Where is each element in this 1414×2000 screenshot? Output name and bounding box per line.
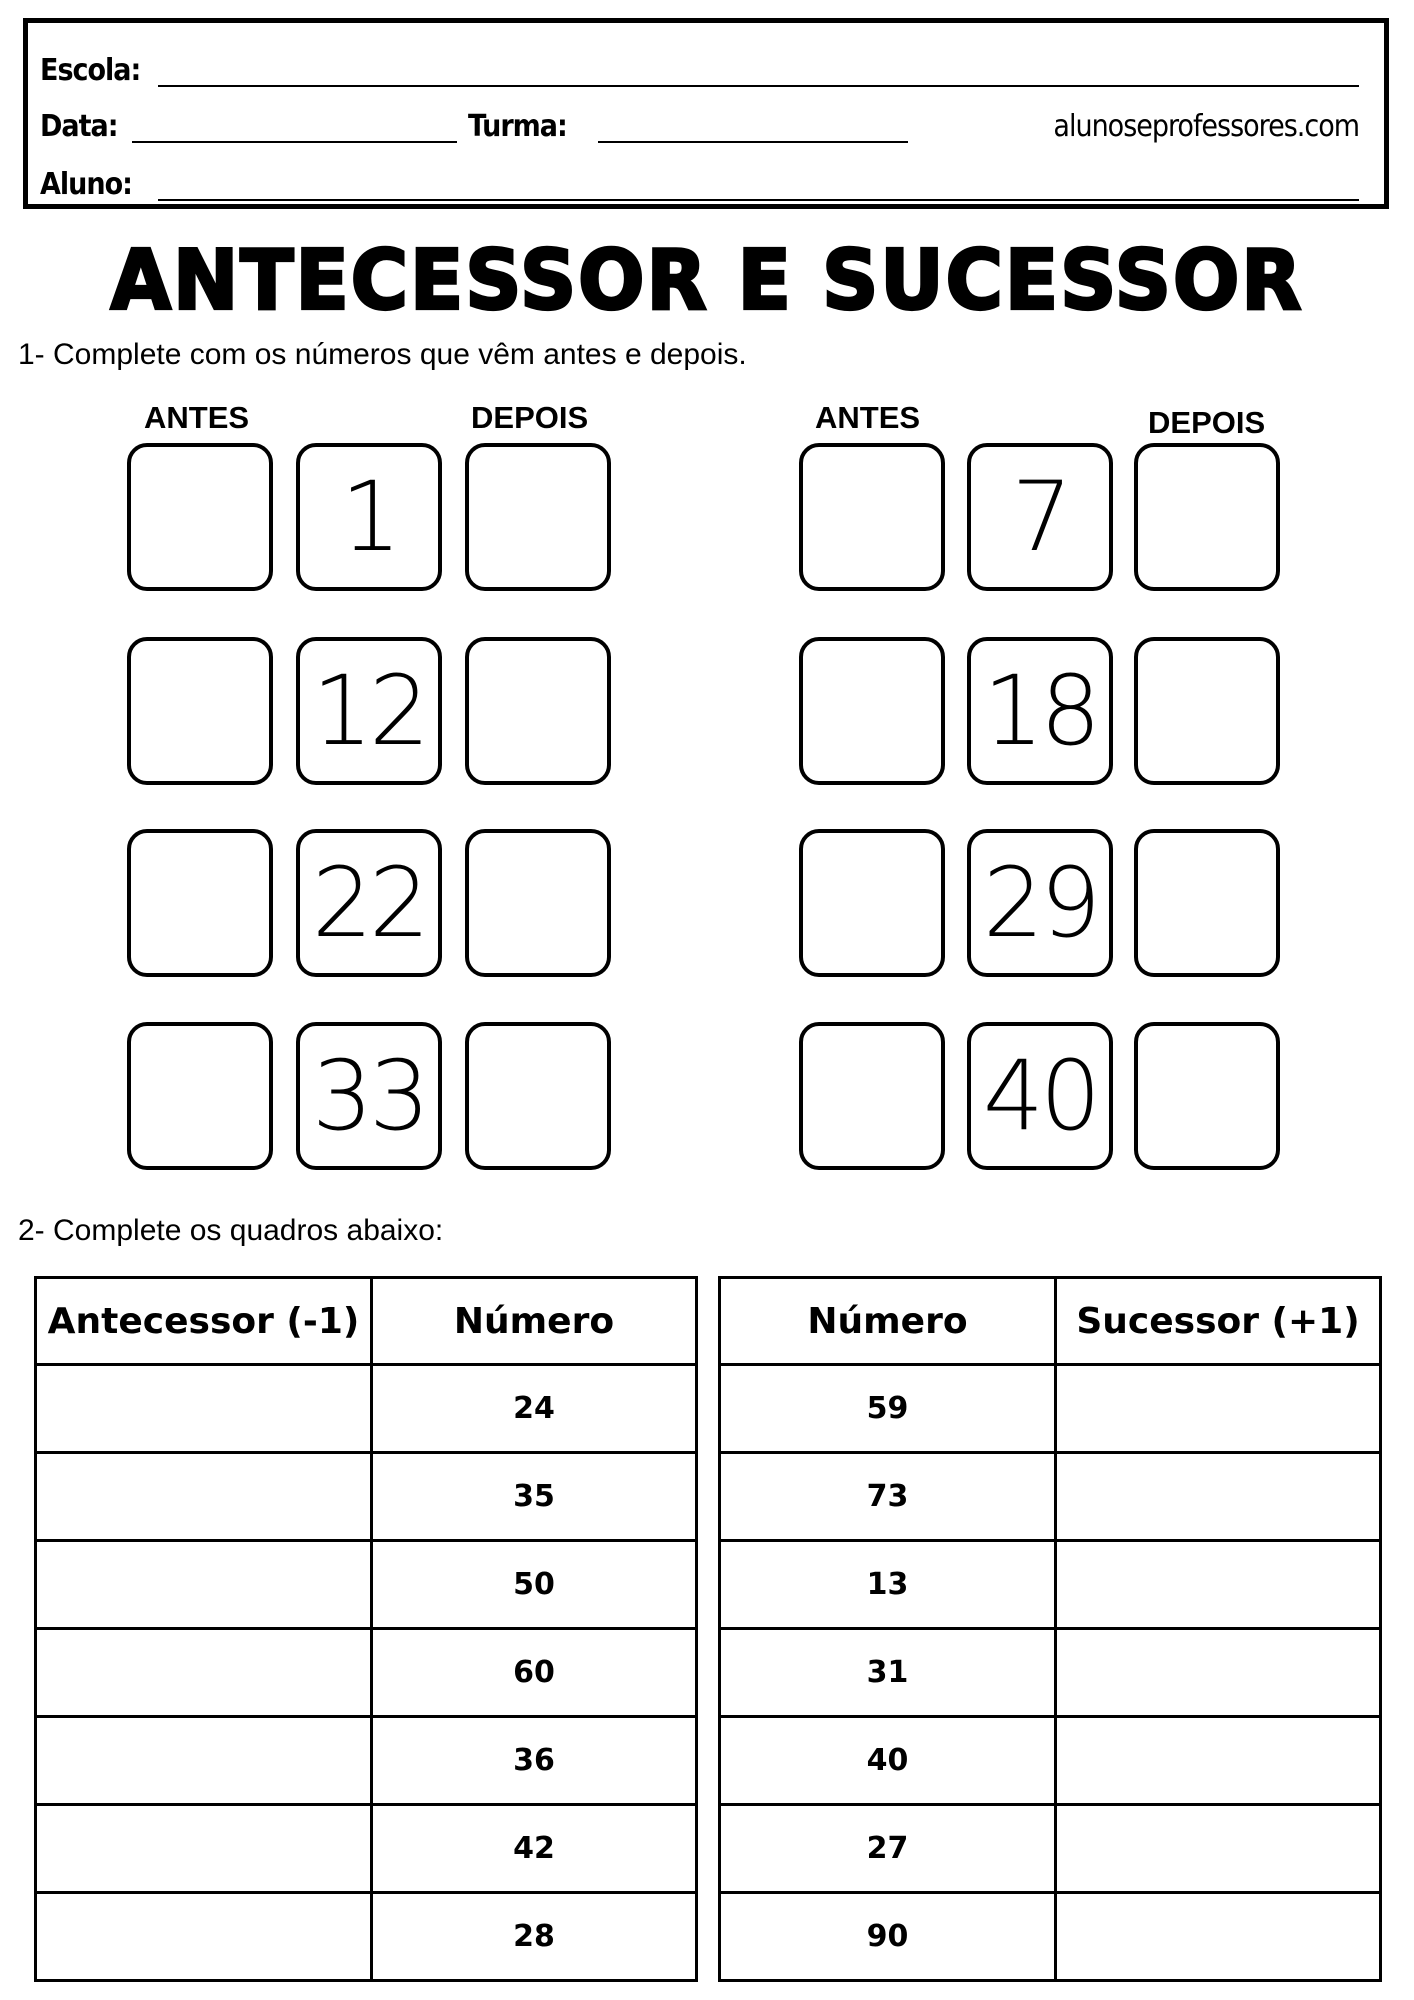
date-field[interactable] [132,141,457,143]
after-answer-box[interactable] [1134,637,1280,785]
given-number-box: 18 [967,637,1113,785]
number-cell: 50 [372,1541,697,1629]
before-answer-box[interactable] [799,443,945,591]
before-label-right: ANTES [815,400,921,435]
predecessor-table [34,1276,698,1982]
number-cell: 24 [372,1365,697,1453]
number-cell: 13 [720,1541,1056,1629]
given-number-box: 1 [296,443,442,591]
answer-cell[interactable] [1056,1893,1381,1981]
table-row [36,1453,697,1541]
after-answer-box[interactable] [465,829,611,977]
successor-table [718,1276,1382,1982]
number-cell: 31 [720,1629,1056,1717]
table-row [36,1717,697,1805]
date-label: Data: [40,109,118,144]
exercise2-instruction: 2- Complete os quadros abaixo: [18,1214,444,1247]
student-field[interactable] [158,199,1359,201]
number-cell: 40 [720,1717,1056,1805]
table-row [36,1893,697,1981]
website-text: alunoseprofessores.com [1053,109,1359,144]
answer-cell[interactable] [36,1805,372,1893]
table-row [36,1629,697,1717]
table-row [720,1893,1381,1981]
after-answer-box[interactable] [465,443,611,591]
number-cell: 60 [372,1629,697,1717]
answer-cell[interactable] [1056,1629,1381,1717]
table-row [36,1541,697,1629]
before-answer-box[interactable] [127,637,273,785]
column-header: Número [372,1278,697,1365]
class-field[interactable] [598,141,908,143]
before-answer-box[interactable] [799,829,945,977]
number-cell: 27 [720,1805,1056,1893]
number-cell: 59 [720,1365,1056,1453]
given-number-box: 40 [967,1022,1113,1170]
column-header: Sucessor (+1) [1056,1278,1381,1365]
given-number-box: 12 [296,637,442,785]
student-label: Aluno: [40,167,132,202]
answer-cell[interactable] [36,1629,372,1717]
after-answer-box[interactable] [1134,829,1280,977]
page-title: ANTECESSOR E SUCESSOR [110,233,1304,329]
answer-cell[interactable] [36,1365,372,1453]
before-answer-box[interactable] [127,829,273,977]
after-answer-box[interactable] [1134,443,1280,591]
number-cell: 36 [372,1717,697,1805]
after-label-left: DEPOIS [471,400,589,435]
header-box [23,18,1389,209]
answer-cell[interactable] [1056,1453,1381,1541]
table-row [720,1717,1381,1805]
table-row [720,1541,1381,1629]
after-label-right: DEPOIS [1148,405,1266,440]
after-answer-box[interactable] [465,1022,611,1170]
table-row [720,1805,1381,1893]
answer-cell[interactable] [36,1541,372,1629]
column-header: Antecessor (-1) [36,1278,372,1365]
column-header: Número [720,1278,1056,1365]
school-field[interactable] [158,85,1359,87]
school-label: Escola: [40,53,141,88]
exercise1-instruction: 1- Complete com os números que vêm antes e depois. [18,338,747,371]
answer-cell[interactable] [1056,1805,1381,1893]
answer-cell[interactable] [36,1453,372,1541]
number-cell: 73 [720,1453,1056,1541]
table-row [720,1365,1381,1453]
number-cell: 90 [720,1893,1056,1981]
before-label-left: ANTES [144,400,250,435]
given-number-box: 29 [967,829,1113,977]
number-cell: 35 [372,1453,697,1541]
answer-cell[interactable] [1056,1365,1381,1453]
before-answer-box[interactable] [127,443,273,591]
number-cell: 42 [372,1805,697,1893]
given-number-box: 7 [967,443,1113,591]
table-row [36,1805,697,1893]
answer-cell[interactable] [1056,1541,1381,1629]
after-answer-box[interactable] [1134,1022,1280,1170]
before-answer-box[interactable] [799,637,945,785]
before-answer-box[interactable] [799,1022,945,1170]
given-number-box: 22 [296,829,442,977]
table-row [720,1453,1381,1541]
answer-cell[interactable] [36,1893,372,1981]
after-answer-box[interactable] [465,637,611,785]
number-cell: 28 [372,1893,697,1981]
class-label: Turma: [468,109,567,144]
table-row [36,1365,697,1453]
answer-cell[interactable] [36,1717,372,1805]
given-number-box: 33 [296,1022,442,1170]
table-row [720,1629,1381,1717]
answer-cell[interactable] [1056,1717,1381,1805]
before-answer-box[interactable] [127,1022,273,1170]
